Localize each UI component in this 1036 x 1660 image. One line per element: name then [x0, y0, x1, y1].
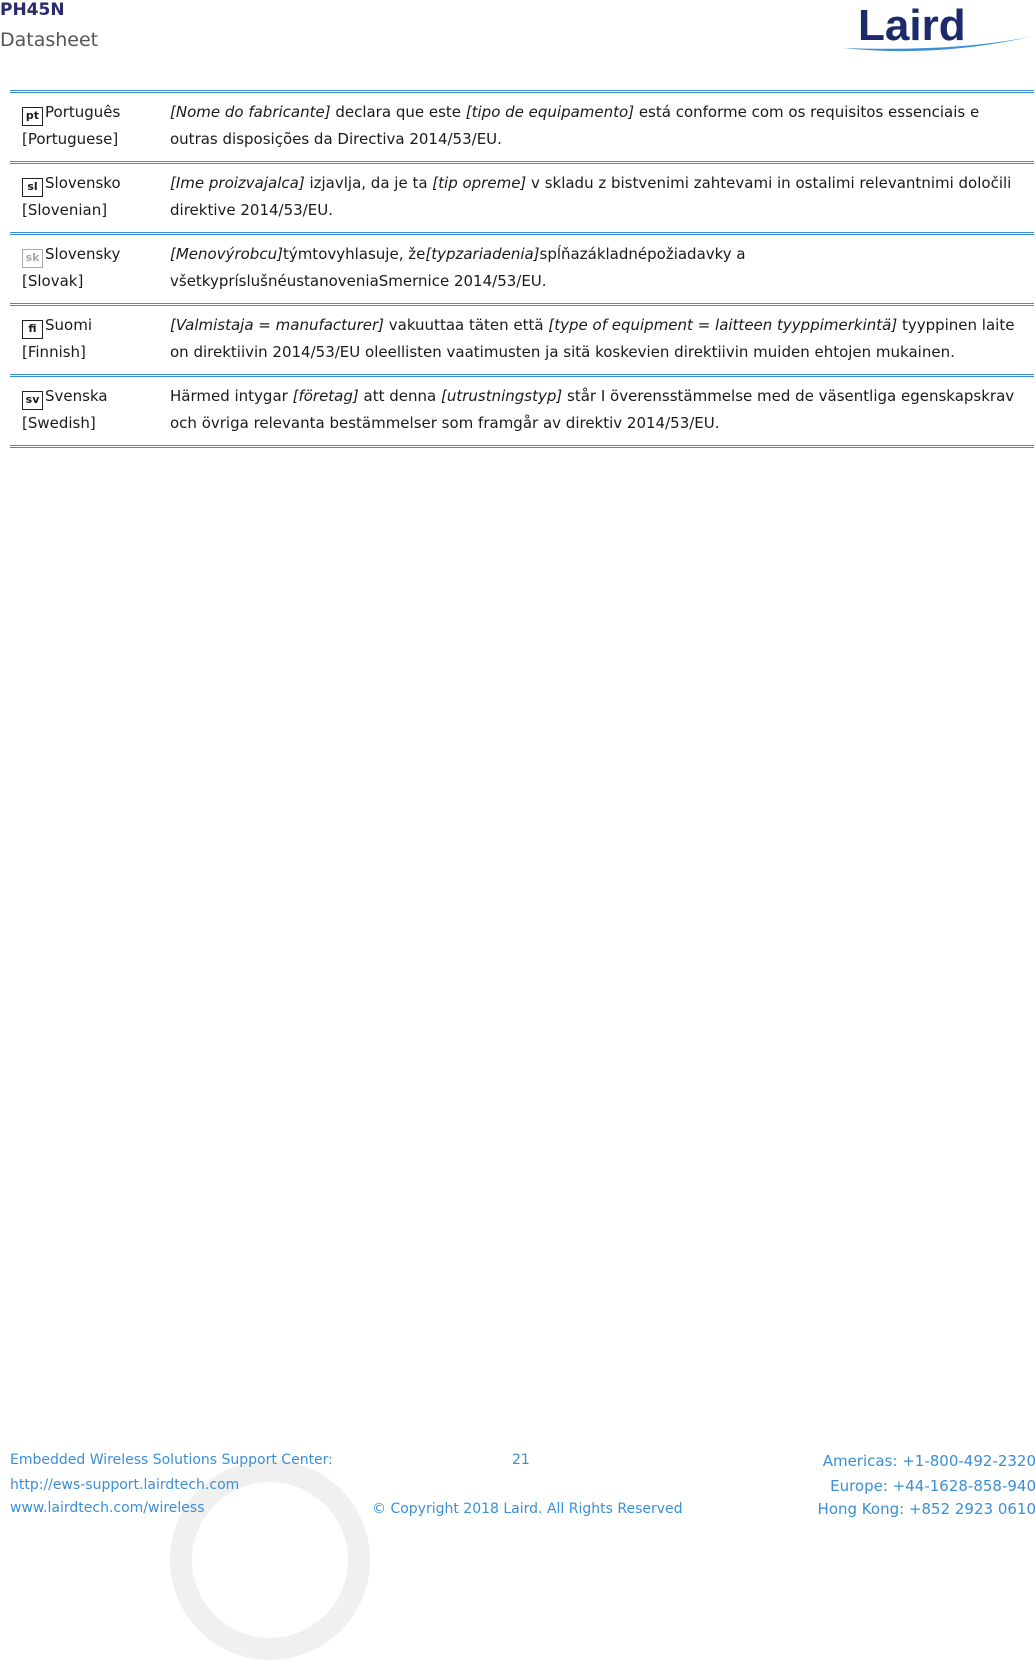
declaration-text: [Valmistaja = manufacturer] vakuuttaa täten että [type of equipment = laitteen tyyppimerkintä] tyyppinen laite on direktiivin 2014/53/EU oleellisten vaatimusten ja sitä koskevien direktiivin muiden ehtojen mukainen.: [170, 316, 1015, 361]
sv-flag-icon: sv: [22, 391, 43, 410]
table-row: [10, 163, 1034, 234]
footer-website-link[interactable]: www.lairdtech.com/wireless: [10, 1500, 205, 1516]
document-title: PH45N: [0, 0, 65, 20]
footer-support-center: Embedded Wireless Solutions Support Center:: [10, 1452, 333, 1468]
laird-logo: [838, 0, 1036, 58]
sl-flag-icon: sl: [22, 178, 43, 197]
footer-americas-phone: Americas: +1-800-492-2320: [822, 1452, 1036, 1470]
declaration-text: [Menovýrobcu]týmtovyhlasuje, že[typzariadenia]spĺňazákladnépožiadavky a všetkypríslušnéustanoveniaSmernice 2014/53/EU.: [170, 245, 746, 290]
fi-flag-icon: fi: [22, 320, 43, 339]
footer-hongkong-phone: Hong Kong: +852 2923 0610: [817, 1500, 1036, 1518]
language-english: [Slovak]: [22, 272, 84, 290]
language-name: Português: [45, 103, 121, 121]
pt-flag-icon: pt: [22, 107, 43, 126]
table-row: [10, 305, 1034, 376]
language-name: Svenska: [45, 387, 108, 405]
language-name: Slovensko: [45, 174, 121, 192]
declaration-text: [Nome do fabricante] declara que este [tipo de equipamento] está conforme com os requisitos essenciais e outras disposições da Directiva 2014/53/EU.: [170, 103, 980, 148]
page-number: 21: [512, 1452, 530, 1468]
language-english: [Portuguese]: [22, 130, 119, 148]
language-name: Slovensky: [45, 245, 121, 263]
table-row: [10, 376, 1034, 447]
footer-europe-phone: Europe: +44-1628-858-940: [830, 1477, 1036, 1495]
table-row: [10, 92, 1034, 163]
language-english: [Finnish]: [22, 343, 86, 361]
footer-support-link[interactable]: http://ews-support.lairdtech.com: [10, 1477, 240, 1493]
declaration-text: [Ime proizvajalca] izjavlja, da je ta [tip opreme] v skladu z bistvenimi zahtevami in ostalimi relevantnimi določili direktive 2014/53/EU.: [170, 174, 1012, 219]
sk-flag-icon: sk: [22, 249, 43, 268]
table-row: [10, 234, 1034, 305]
document-subtitle: Datasheet: [0, 29, 99, 51]
declaration-table: [10, 90, 1034, 448]
language-english: [Slovenian]: [22, 201, 108, 219]
language-name: Suomi: [45, 316, 92, 334]
copyright-text: © Copyright 2018 Laird. All Rights Reserved: [372, 1501, 683, 1517]
declaration-text: Härmed intygar [företag] att denna [utrustningstyp] står I överensstämmelse med de väsentliga egenskapskrav och övriga relevanta bestämmelser som framgår av direktiv 2014/53/EU.: [170, 387, 1015, 432]
logo-text: Laird: [858, 1, 966, 50]
language-english: [Swedish]: [22, 414, 96, 432]
